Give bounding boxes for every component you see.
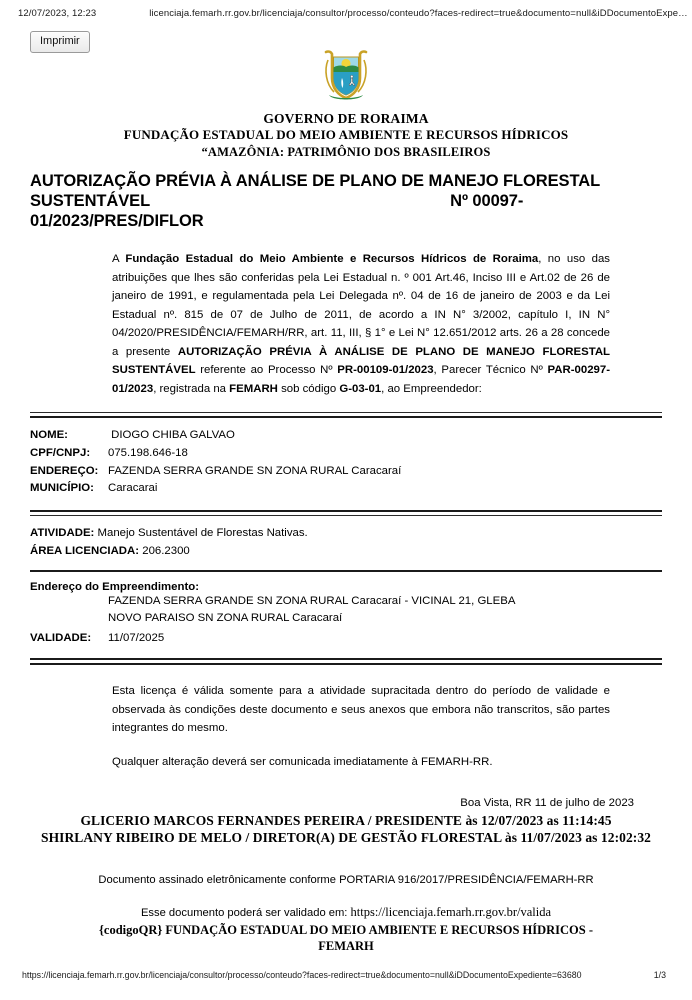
conditions-paragraph-2: Qualquer alteração deverá ser comunicada imediatamente à FEMARH-RR. bbox=[112, 756, 493, 769]
enterprise-block bbox=[30, 581, 662, 648]
label-endereco: ENDEREÇO: bbox=[30, 464, 99, 477]
holder-row-cpf bbox=[30, 445, 662, 463]
document-number: Nº 00097- bbox=[450, 192, 524, 211]
preamble-b1: Fundação Estadual do Meio Ambiente e Recursos Hídricos de Roraima bbox=[125, 253, 539, 266]
label-nome: NOME: bbox=[30, 429, 68, 442]
activity-row bbox=[30, 525, 662, 543]
rule-thick-5 bbox=[30, 663, 662, 665]
separator-conditions-top bbox=[30, 658, 662, 665]
value-atividade: Manejo Sustentável de Florestas Nativas. bbox=[97, 527, 308, 540]
validity-row bbox=[30, 630, 662, 648]
title-line-3: 01/2023/PRES/DIFLOR bbox=[30, 212, 204, 231]
value-endereco: FAZENDA SERRA GRANDE SN ZONA RURAL Caracaraí bbox=[108, 464, 402, 477]
preamble-t5: , registrada na bbox=[153, 382, 230, 395]
signer-forest-director: SHIRLANY RIBEIRO DE MELO / DIRETOR(A) DE GESTÃO FLORESTAL às 11/07/2023 as 12:02:32 bbox=[41, 830, 651, 846]
value-municipio: Caracarai bbox=[108, 482, 158, 495]
value-endereco-empreendimento: FAZENDA SERRA GRANDE SN ZONA RURAL Caracaraí - VICINAL 21, GLEBA NOVO PARAISO SN ZONA RURAL Caracaraí bbox=[108, 594, 515, 625]
separator-activity-top bbox=[30, 510, 662, 516]
registry-code: G-03-01 bbox=[339, 382, 382, 395]
conditions-paragraph-1: Esta licença é válida somente para a atividade supracitada dentro do período de validade e observada às condições deste documento e seus anexos que embora não transcritos, são partes integrantes do mesmo. bbox=[112, 685, 610, 734]
browser-print-footer bbox=[0, 965, 692, 985]
heading-line-motto: “AMAZÔNIA: PATRIMÔNIO DOS BRASILEIROS bbox=[201, 144, 491, 159]
institution-heading bbox=[30, 110, 662, 160]
preamble-t7: , ao Empreendedor: bbox=[381, 382, 482, 395]
label-area-licenciada: ÁREA LICENCIADA: bbox=[30, 544, 140, 557]
print-footer-url: https://licenciaja.femarh.rr.gov.br/licenciaja/consultor/processo/conteudo?faces-redirect=true&documento=null&iDDocumentoExpediente=63680 bbox=[22, 970, 582, 980]
preamble-t6: sob código bbox=[277, 382, 340, 395]
area-row bbox=[30, 543, 662, 561]
rule-thin-2 bbox=[30, 515, 662, 516]
heading-line-foundation: FUNDAÇÃO ESTADUAL DO MEIO AMBIENTE E RECURSOS HÍDRICOS bbox=[123, 127, 569, 143]
print-footer-page-number: 1/3 bbox=[653, 970, 666, 980]
signer-president: GLICERIO MARCOS FERNANDES PEREIRA / PRESIDENTE às 12/07/2023 as 11:14:45 bbox=[80, 812, 612, 828]
process-number: PR-00109-01/2023 bbox=[337, 364, 434, 377]
qr-institution-line: {codigoQR} FUNDAÇÃO ESTADUAL DO MEIO AMBIENTE E RECURSOS HÍDRICOS - FEMARH bbox=[98, 923, 594, 954]
preamble-b5: FEMARH bbox=[229, 382, 278, 395]
electronic-signature-note: Documento assinado eletrônicamente conforme PORTARIA 916/2017/PRESIDÊNCIA/FEMARH-RR bbox=[98, 874, 594, 887]
preamble-paragraph bbox=[112, 250, 610, 398]
preamble-t3: referente ao Processo Nº bbox=[195, 364, 338, 377]
value-validade: 11/07/2025 bbox=[108, 632, 165, 645]
title-line-2: SUSTENTÁVEL bbox=[30, 192, 151, 211]
heading-line-government: GOVERNO DE RORAIMA bbox=[263, 111, 429, 126]
preamble-t1: A bbox=[112, 253, 126, 266]
validation-line bbox=[30, 905, 662, 920]
value-cpf-cnpj: 075.198.646-18 bbox=[108, 446, 188, 459]
holder-row-endereco bbox=[30, 463, 662, 481]
title-line-2-row bbox=[30, 191, 662, 211]
label-cpf-cnpj: CPF/CNPJ: bbox=[30, 446, 91, 459]
print-header-url: licenciaja.femarh.rr.gov.br/licenciaja/consultor/processo/conteudo?faces-redirect=true&documento=null&iDDocumentoExpe… bbox=[149, 7, 688, 19]
label-endereco-empreendimento: Endereço do Empreendimento: bbox=[30, 580, 199, 593]
label-municipio: MUNICÍPIO: bbox=[30, 482, 94, 495]
signers-block bbox=[30, 812, 662, 847]
activity-block bbox=[30, 525, 662, 561]
print-header-datetime: 12/07/2023, 12:23 bbox=[18, 7, 97, 19]
preamble-b2: AUTORIZAÇÃO PRÉVIA À ANÁLISE DE PLANO DE MANEJO FLORESTAL SUSTENTÁVEL bbox=[112, 345, 610, 377]
separator-enterprise-top bbox=[30, 570, 662, 572]
technical-opinion-number: PAR-00297-01/2023 bbox=[112, 364, 611, 395]
page-title bbox=[30, 171, 662, 231]
preamble-t4: , Parecer Técnico Nº bbox=[433, 364, 548, 377]
place-and-date: Boa Vista, RR 11 de julho de 2023 bbox=[460, 796, 634, 809]
emblem-container bbox=[30, 48, 662, 104]
title-line-1: AUTORIZAÇÃO PRÉVIA À ANÁLISE DE PLANO DE MANEJO FLORESTAL bbox=[30, 171, 601, 190]
value-area-licenciada: 206.2300 bbox=[142, 544, 190, 557]
rule-thick bbox=[30, 416, 662, 418]
validation-url: https://licenciaja.femarh.rr.gov.br/valida bbox=[350, 905, 552, 920]
value-nome: DIOGO CHIBA GALVAO bbox=[108, 429, 235, 442]
coat-of-arms-icon bbox=[320, 48, 372, 104]
label-validade: VALIDADE: bbox=[30, 632, 92, 645]
holder-row-municipio bbox=[30, 480, 662, 498]
print-button[interactable]: Imprimir bbox=[30, 31, 90, 53]
holder-row-name bbox=[30, 427, 662, 445]
holder-block bbox=[30, 427, 662, 498]
preamble-t2: , no uso das atribuições que lhes são conferidas pela Lei Estadual n. º 001 Art.46, Inciso III e Art.02 de 26 de janeiro de 1991, e regulamentada pela Lei Delegada nº. 04 de 16 de janeiro de 2003 e da Lei Estadual nº. 815 de 07 de Julho de 2011, de acordo a IN N° 3/2002, capítulo I, IN N° 04/2020/PRESIDÊNCIA/FEMARH/RR, art. 11, III, § 1° e Lei N° 12.651/2012 arts. 26 a 28 concede a presente bbox=[112, 253, 611, 358]
validation-prefix: Esse documento poderá ser validado em: bbox=[140, 907, 351, 920]
separator-holder-top bbox=[30, 412, 662, 418]
rule-thick-3 bbox=[30, 570, 662, 572]
label-atividade: ATIVIDADE: bbox=[30, 527, 95, 540]
